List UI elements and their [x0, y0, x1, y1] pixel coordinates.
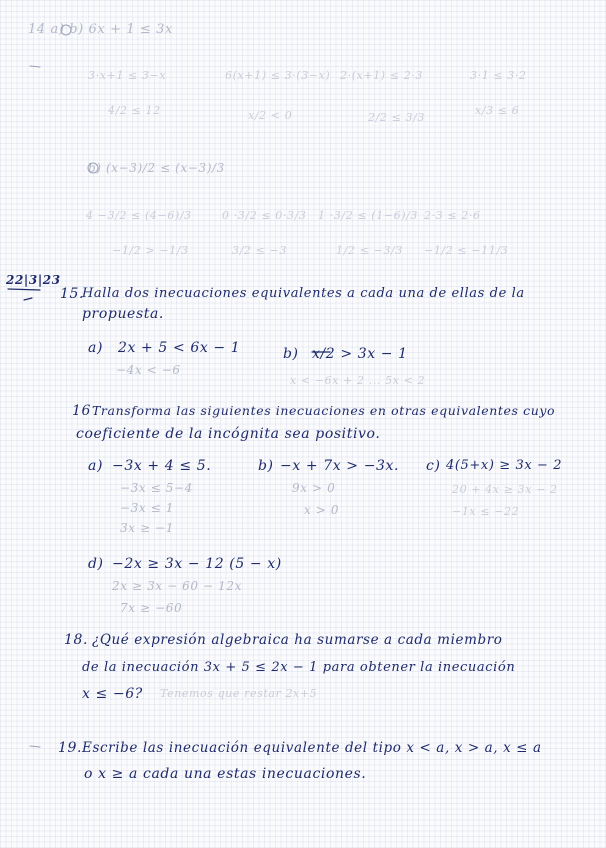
ex15-a-expr: 2x + 5 < 6x − 1 [118, 340, 241, 356]
ex19-number: 19. [58, 740, 83, 756]
ex15-a-work: −4x < −6 [116, 363, 181, 377]
ex15-b-work: x < −6x + 2 ... 5x < 2 [290, 374, 426, 387]
ex19-line2: o x ≥ a cada una estas inecuaciones. [84, 766, 367, 782]
ex14-a4: 3·1 ≤ 3·2 [470, 69, 527, 82]
ex15-b-expr: x/2 > 3x − 1 [312, 346, 408, 362]
ex16-b-expr: −x + 7x > −3x. [280, 458, 400, 474]
ex14-a6: x/2 < 0 [248, 109, 293, 122]
ex14-a1: 3·x+1 ≤ 3−x [88, 69, 167, 82]
date-label: 22|3|23 [6, 273, 61, 287]
ex16-d-w1: 2x ≥ 3x − 60 − 12x [112, 579, 242, 593]
ex14-a7: 2/2 ≤ 3/3 [368, 111, 426, 124]
ex14-a2: 6(x+1) ≤ 3·(3−x) [225, 69, 331, 82]
ex16-a-w1: −3x ≤ 5−4 [120, 481, 193, 495]
ex14-a8: x/3 ≤ 6 [475, 104, 520, 117]
ex14-b-header: b) (x−3)/2 ≤ (x−3)/3 [88, 161, 225, 175]
ex16-a-w3: 3x ≥ −1 [120, 521, 174, 535]
ex16-d-label: d) [88, 556, 104, 572]
margin-dash-2 [30, 746, 40, 747]
ex14-b2: 0 ·3/2 ≤ 0·3/3 [222, 209, 307, 222]
ex14-b7: 1/2 ≤ −3/3 [336, 244, 403, 257]
ex16-d-w2: 7x ≥ −60 [120, 601, 183, 615]
ex14-a5: 4/2 ≤ 12 [108, 104, 161, 117]
ex16-line1: Transforma las siguientes inecuaciones en otras equivalentes cuyo [92, 403, 556, 418]
ex16-c-expr: 4(5+x) ≥ 3x − 2 [446, 458, 563, 473]
ex19-line1: Escribe las inecuación equivalente del tipo x < a, x > a, x ≤ a [82, 740, 542, 756]
ex15-number: 15. [60, 286, 85, 302]
ex14-b4: 2·3 ≤ 2·6 [424, 209, 481, 222]
ex16-line2: coeficiente de la incógnita sea positivo. [76, 426, 381, 442]
ex16-c-label: c) [426, 458, 441, 474]
ex18-number: 18. [64, 632, 89, 648]
ex14-b5: −1/2 > −1/3 [112, 244, 189, 257]
ex16-b-w2: x > 0 [304, 503, 340, 517]
ex14-b3: 1 ·3/2 ≤ (1−6)/3 [318, 209, 419, 222]
ex14-header: 14 a) b) 6x + 1 ≤ 3x [28, 22, 173, 37]
margin-dash-1 [30, 66, 40, 67]
ex16-a-w2: −3x ≤ 1 [120, 501, 174, 515]
ex14-b6: 3/2 ≤ −3 [232, 244, 287, 257]
ex16-number: 16 [72, 403, 92, 419]
ex15-line2: propuesta. [82, 306, 164, 322]
date-dash [24, 298, 32, 300]
ex14-b8: −1/2 ≤ −11/3 [424, 244, 509, 257]
ex16-b-w1: 9x > 0 [292, 481, 336, 495]
ex14-b1: 4 −3/2 ≤ (4−6)/3 [86, 209, 192, 222]
ex18-line3: x ≤ −6? [82, 686, 143, 702]
ex18-line2: de la inecuación 3x + 5 ≤ 2x − 1 para obtener la inecuación [82, 660, 516, 675]
ex18-line1: ¿Qué expresión algebraica ha sumarse a cada miembro [92, 632, 503, 648]
date-underline [8, 289, 40, 290]
ex16-c-w1: 20 + 4x ≥ 3x − 2 [452, 483, 558, 496]
ex15-a-label: a) [88, 340, 104, 356]
ex16-a-label: a) [88, 458, 104, 474]
ex14-a3: 2·(x+1) ≤ 2·3 [340, 69, 424, 82]
ex18-faint-answer: Tenemos que restar 2x+5 [160, 687, 318, 700]
ex16-c-w2: −1x ≤ −22 [452, 505, 520, 518]
ex16-a-expr: −3x + 4 ≤ 5. [112, 458, 212, 474]
ex16-d-expr: −2x ≥ 3x − 12 (5 − x) [112, 556, 282, 572]
ex16-b-label: b) [258, 458, 274, 474]
ex15-line1: Halla dos inecuaciones equivalentes a cada una de ellas de la [82, 286, 525, 301]
ex15-b-label: b) [283, 346, 299, 362]
